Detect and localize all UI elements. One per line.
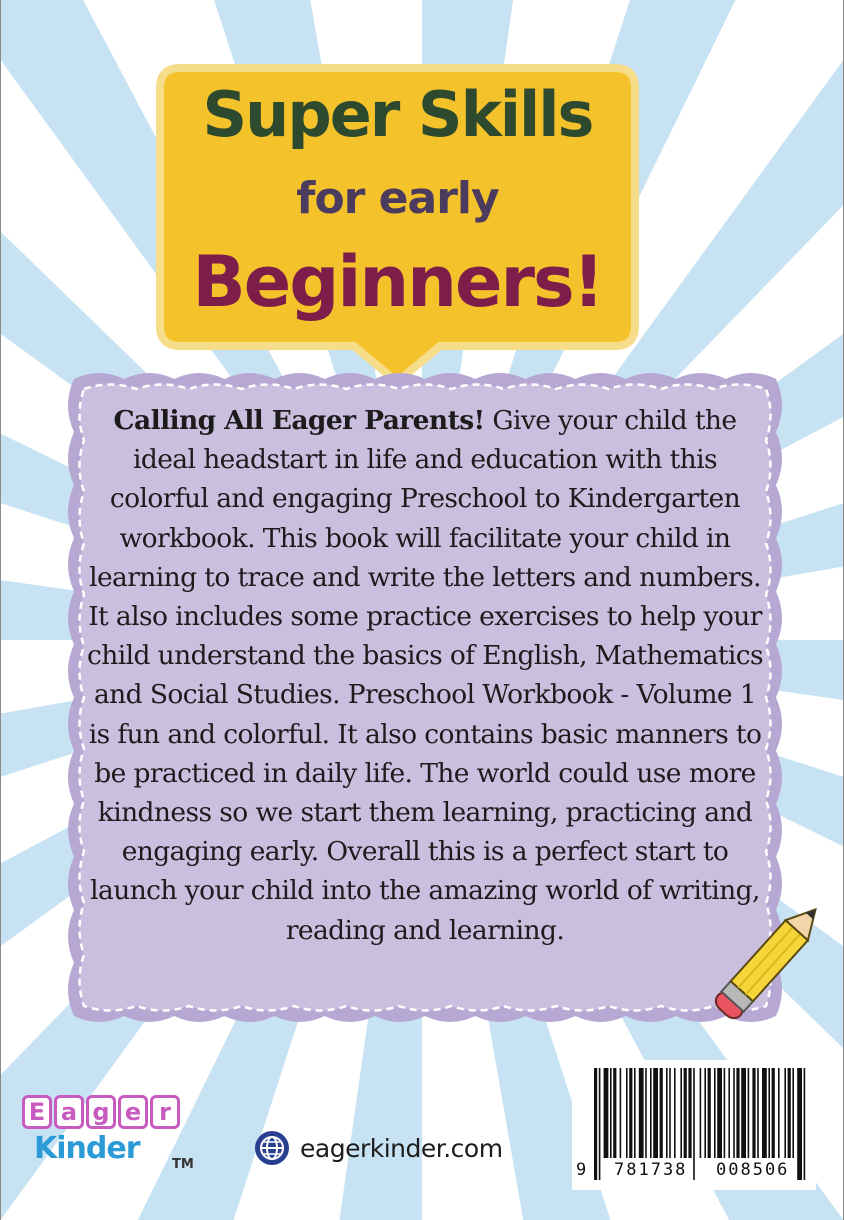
barcode-bar bbox=[784, 1068, 786, 1158]
barcode-bar bbox=[660, 1068, 663, 1158]
barcode-bar bbox=[762, 1068, 767, 1158]
barcode-bar bbox=[645, 1068, 647, 1158]
logo-letter-tile: g bbox=[86, 1095, 116, 1129]
barcode-bar bbox=[693, 1068, 695, 1180]
barcode-bar bbox=[768, 1068, 770, 1158]
barcode-bar bbox=[717, 1068, 722, 1158]
description-text bbox=[80, 401, 770, 950]
pencil-icon bbox=[700, 890, 840, 1030]
left-page-edge bbox=[0, 0, 1, 1220]
barcode-bar bbox=[704, 1068, 706, 1158]
barcode-bar bbox=[772, 1068, 775, 1158]
description-panel bbox=[60, 365, 790, 1030]
title-badge bbox=[150, 58, 645, 393]
barcode-bar bbox=[653, 1068, 658, 1158]
barcode-bar bbox=[599, 1068, 601, 1180]
barcode-bar bbox=[613, 1068, 616, 1158]
barcode-bar bbox=[797, 1068, 802, 1180]
barcode-bar bbox=[733, 1068, 735, 1158]
description-lead: Calling All Eager Parents! bbox=[113, 405, 485, 436]
barcode-bar bbox=[684, 1068, 687, 1158]
barcode-bar bbox=[708, 1068, 711, 1158]
barcode-bar bbox=[639, 1068, 644, 1158]
description-body: Give your child the ideal headstart in life and education with this colorful and engaging Preschool to Kindergarten workbook. This book will facilitate your child in learning to trace and write the letters and numbers. It also includes some practice exercises to help your child understand the basics of English, Mathematics and Social Studies. Preschool Workbook - Volume 1 is fun and colorful. It also contains basic manners to be practiced in daily life. The world could use more kindness so we start them learning, practicing and engaging early. Overall this is a perfect start to launch your child into the amazing world of writing, reading and learning. bbox=[87, 405, 763, 946]
barcode-bar bbox=[666, 1068, 668, 1158]
eagerkinder-logo bbox=[22, 1095, 202, 1175]
barcode-bar bbox=[757, 1068, 759, 1158]
barcode-bar bbox=[604, 1068, 609, 1158]
barcode-bar bbox=[700, 1068, 702, 1158]
barcode-bar bbox=[752, 1068, 755, 1158]
barcode-bar bbox=[634, 1068, 636, 1158]
logo-letter-tile: e bbox=[118, 1095, 148, 1129]
isbn-barcode bbox=[572, 1060, 816, 1190]
barcode-bar bbox=[724, 1068, 726, 1158]
barcode-bar bbox=[748, 1068, 750, 1158]
barcode-bar bbox=[714, 1068, 716, 1158]
barcode-bar bbox=[594, 1068, 597, 1180]
barcode-bar bbox=[669, 1068, 671, 1158]
barcode-first-digit: 9 bbox=[576, 1160, 587, 1180]
globe-icon bbox=[254, 1130, 290, 1166]
title-line-3: Beginners! bbox=[192, 241, 603, 323]
barcode-bar bbox=[728, 1068, 730, 1158]
logo-kinder-text: Kinder bbox=[34, 1131, 140, 1166]
barcode-bar bbox=[650, 1068, 652, 1158]
barcode-group-1: 781738 bbox=[614, 1160, 688, 1180]
trademark-mark: TM bbox=[172, 1157, 194, 1172]
barcode-bar bbox=[792, 1068, 794, 1158]
barcode-bar bbox=[788, 1068, 791, 1158]
website-row bbox=[254, 1128, 503, 1168]
logo-letter-tile: a bbox=[54, 1095, 84, 1129]
title-line-1: Super Skills bbox=[202, 78, 593, 151]
barcode-bar bbox=[741, 1068, 746, 1158]
barcode-bar bbox=[626, 1068, 628, 1158]
title-line-2: for early bbox=[296, 173, 499, 224]
barcode-bar bbox=[674, 1068, 676, 1158]
barcode-bar bbox=[620, 1068, 622, 1158]
barcode-bar bbox=[680, 1068, 682, 1158]
website-url: eagerkinder.com bbox=[300, 1133, 503, 1163]
barcode-bar bbox=[736, 1068, 739, 1158]
logo-letter-tile: r bbox=[150, 1095, 180, 1129]
barcode-group-2: 008506 bbox=[716, 1160, 790, 1180]
barcode-bar bbox=[688, 1068, 691, 1158]
barcode-bar bbox=[629, 1068, 632, 1158]
barcode-bar bbox=[804, 1068, 806, 1180]
barcode-bar bbox=[610, 1068, 612, 1158]
logo-letter-tile: E bbox=[22, 1095, 52, 1129]
barcode-bar bbox=[778, 1068, 780, 1158]
